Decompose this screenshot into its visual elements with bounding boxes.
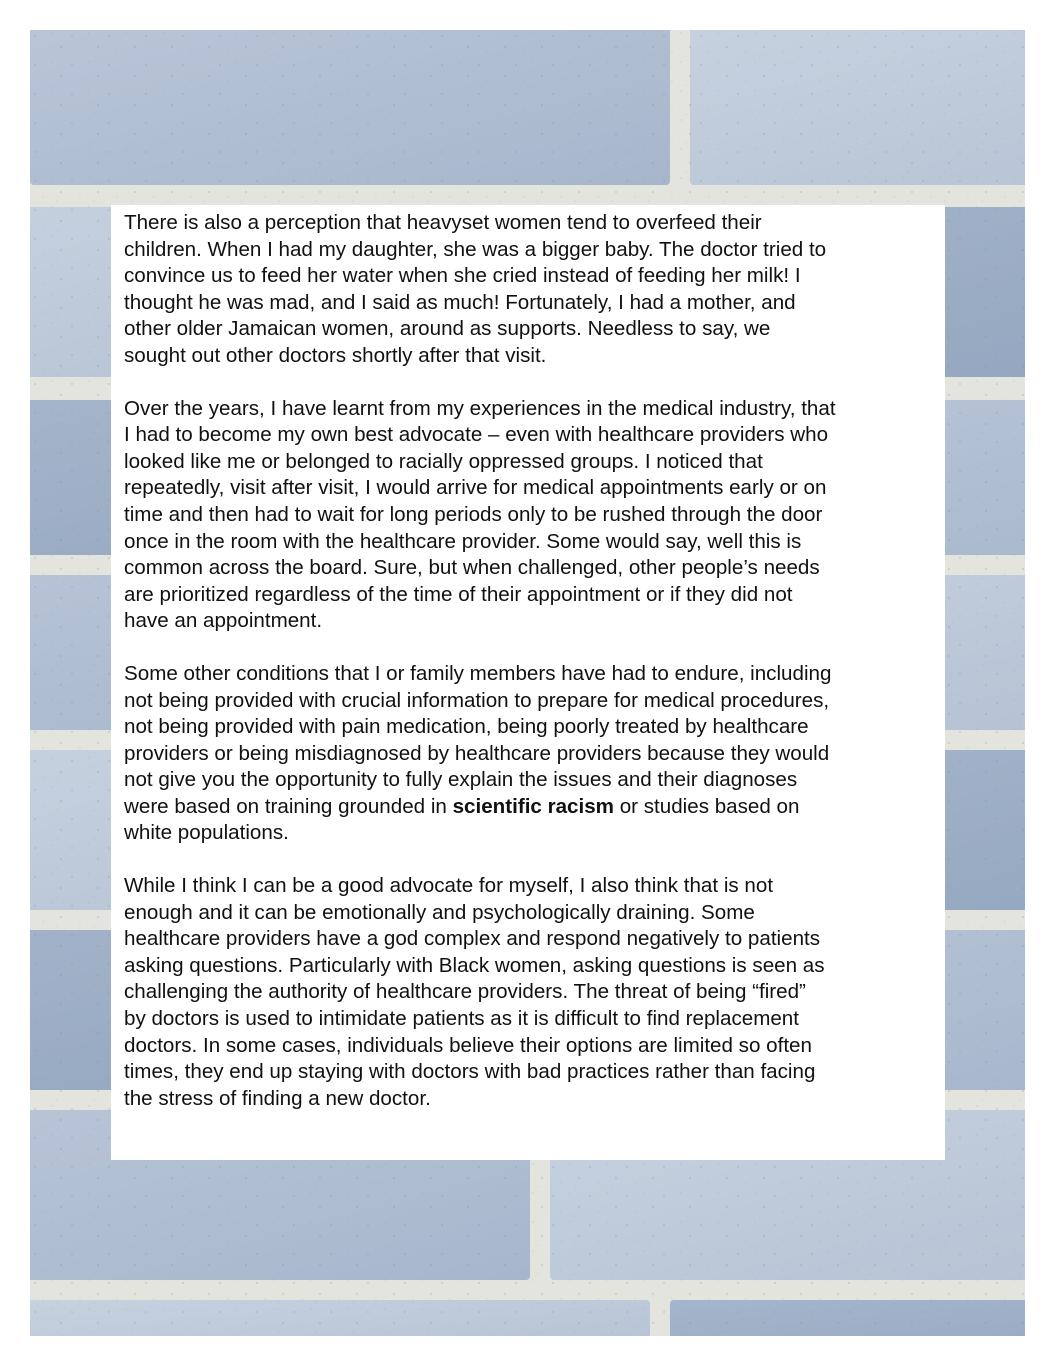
paragraph-good-advocate: While I think I can be a good advocate for myself, I also think that is not enough and it can be emotionally and psychologically draining. Some healthcare providers have a god complex and respond negatively to patients asking questions. Particularly with Black women, asking questions is seen as challenging the authority of healthcare providers. The threat of being “fired” by doctors is used to intimidate patients as it is difficult to find replacement doctors. In some cases, individuals believe their options are limited so often times, they end up staying with doctors with bad practices rather than facing the stress of finding a new doctor.: [124, 874, 825, 1110]
text-panel: [111, 205, 945, 1160]
bold-term-scientific-racism: scientific racism: [452, 794, 614, 818]
paragraph-other-conditions-before: Some other conditions that I or family members have had to endure, including not being provided with crucial information to prepare for medical procedures, not being provided with pain medication, being poorly treated by healthcare providers or being misdiagnosed by healthcare providers because they would not give you the opportunity to fully explain the issues and their diagnoses were based on training grounded in: [124, 661, 832, 818]
paragraph-overfeeding: There is also a perception that heavyset women tend to overfeed their children. When I had my daughter, she was a bigger baby. The doctor tried to convince us to feed her water when she cried instead of feeding her milk! I thought he was mad, and I said as much! Fortunately, I had a mother, and other older Jamaican women, around as supports. Needless to say, we sought out other doctors shortly after that visit.: [124, 211, 827, 367]
paragraph-other-conditions: [124, 661, 933, 847]
paragraph-own-advocate: Over the years, I have learnt from my experiences in the medical industry, that I had to become my own best advocate – even with healthcare providers who looked like me or belonged to racially oppressed groups. I noticed that repeatedly, visit after visit, I would arrive for medical appointments early or on time and then had to wait for long periods only to be rushed through the door once in the room with the healthcare provider. Some would say, well this is common across the board. Sure, but when challenged, other people’s needs are prioritized regardless of the time of their appointment or if they did not have an appointment.: [124, 396, 836, 633]
paragraph-other-conditions-after: or studies based on white populations.: [124, 794, 800, 845]
